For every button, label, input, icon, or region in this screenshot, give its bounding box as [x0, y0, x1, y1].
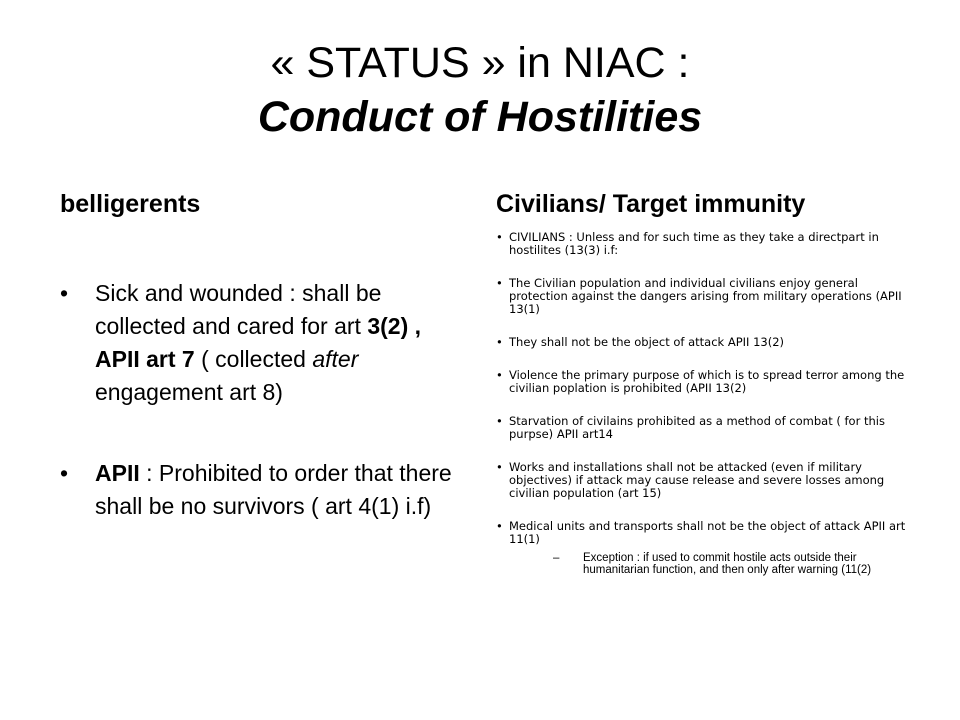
bullet-text: Starvation of civilains prohibited as a method of combat ( for this purpse) APII art14: [509, 414, 885, 441]
bullet-marker: •: [496, 276, 503, 290]
bullet-text: : Prohibited to order that there shall be no survivors ( art 4(1) i.f): [95, 460, 452, 519]
bullet-text: Works and installations shall not be attacked (even if military objectives) if attack may cause release and severe losses among civilian population (art 15): [509, 460, 885, 500]
bullet-text-bold: APII: [95, 460, 140, 486]
bullet-text: Sick and wounded : shall be collected and cared for art: [95, 280, 382, 339]
bullet-marker: •: [496, 230, 503, 244]
list-item: [496, 461, 911, 500]
left-bullet-list: [60, 277, 460, 523]
right-heading: Civilians/ Target immunity: [496, 190, 806, 218]
list-item: [496, 231, 911, 257]
bullet-text: Violence the primary purpose of which is to spread terror among the civilian poplation is prohibited (APII 13(2): [509, 368, 905, 395]
bullet-marker: •: [496, 414, 503, 428]
left-heading: belligerents: [60, 190, 201, 218]
bullet-text: They shall not be the object of attack APII 13(2): [509, 335, 785, 349]
bullet-marker: •: [496, 368, 503, 382]
bullet-text-italic: after: [312, 346, 359, 372]
bullet-marker: •: [496, 460, 503, 474]
list-item: [496, 336, 911, 349]
left-column: [60, 190, 460, 523]
sub-bullet-list: [509, 552, 911, 576]
bullet-text: CIVILIANS : Unless and for such time as they take a directpart in hostilites (13(3) i.f:: [509, 230, 879, 257]
sub-list-item: [553, 552, 911, 576]
bullet-text-bold: 3(2) , APII art 7: [95, 313, 422, 372]
bullet-marker: •: [60, 460, 69, 486]
list-item: [60, 277, 460, 409]
bullet-text: The Civilian population and individual civilians enjoy general protection against the dangers arising from military operations (APII 13(1): [509, 276, 902, 316]
title-line-2: Conduct of Hostilities: [257, 93, 703, 141]
list-item: [496, 277, 911, 316]
list-item: [496, 369, 911, 395]
right-bullet-list: [496, 231, 911, 576]
title-line-1: « STATUS » in NIAC :: [270, 39, 690, 87]
slide-title: [60, 36, 900, 144]
list-item: [496, 520, 911, 576]
list-item: [496, 415, 911, 441]
bullet-text: engagement art 8): [95, 379, 283, 405]
bullet-marker: •: [496, 335, 503, 349]
dash-marker: –: [553, 552, 560, 564]
bullet-marker: •: [60, 280, 69, 306]
bullet-text: Medical units and transports shall not be the object of attack APII art 11(1): [509, 519, 906, 546]
bullet-marker: •: [496, 519, 503, 533]
bullet-text: ( collected: [194, 346, 313, 372]
list-item: [60, 457, 460, 523]
right-column: [496, 190, 911, 576]
sub-bullet-text: Exception : if used to commit hostile acts outside their humanitarian function, and then only after warning (11(2): [583, 552, 872, 576]
